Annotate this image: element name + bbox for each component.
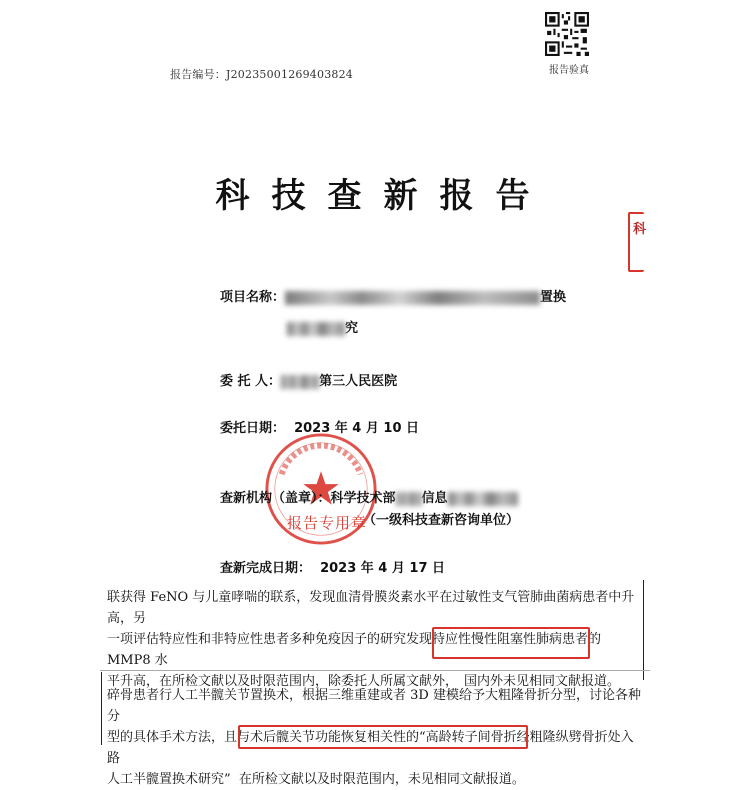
project-name-line2: 究 — [345, 321, 359, 336]
excerpt2-line-2: 型的具体手术方法，且与术后髋关节功能恢复相关性的“高龄转子间骨折经粗隆纵劈骨折处入路 — [107, 730, 634, 766]
qr-code-icon[interactable] — [545, 12, 589, 56]
client-label: 委 托 人： — [220, 374, 282, 389]
entrust-date-label: 委托日期： — [220, 421, 286, 436]
report-title: 科技查新报告 — [215, 176, 552, 216]
client-value: 第三人民医院 — [319, 374, 398, 389]
excerpt2-line-3a: 人工半髋置换术研究” — [107, 772, 231, 787]
seal-text: 报告专用章 — [287, 514, 368, 532]
conclusion-highlight-box-2 — [238, 725, 528, 749]
agency-value-end: 信息 — [421, 491, 448, 506]
redacted-project-name-2 — [287, 322, 345, 336]
project-name-row — [220, 286, 566, 305]
excerpt2-line-3 — [107, 769, 642, 790]
excerpt1-right-border — [643, 580, 644, 680]
completion-date-row — [220, 557, 445, 576]
excerpt1-line-3a: 平升高，在所检文献以及时限范围内，除委托人所属文献外， — [107, 674, 459, 689]
excerpt-separator — [100, 670, 650, 671]
excerpt2-left-border — [101, 672, 102, 745]
excerpt1-line-2: 一项评估特应性和非特应性患者多种免疫因子的研究发现特应性慢性阻塞性肺病患者的 MMP8 水 — [107, 632, 602, 668]
project-name-label: 项目名称： — [220, 290, 286, 305]
redacted-project-name — [285, 291, 540, 305]
excerpt1-line-1: 联获得 FeNO 与儿童哮喘的联系，发现血清骨膜炎素水平在过敏性支气管肺曲菌病患者中升高，另 — [107, 590, 635, 626]
agency-note: （一级科技查新咨询单位） — [363, 513, 520, 528]
excerpt2-conclusion: 在所检文献以及时限范围内，未见相同文献报道。 — [238, 772, 525, 787]
qr-verify-label: 报告验真 — [549, 65, 589, 76]
agency-label: 查新机构（盖章）： — [220, 491, 331, 506]
completion-date-value: 2023 年 4 月 17 日 — [320, 561, 446, 576]
excerpt2-line-1: 碎骨患者行人工半髋关节置换术，根据三维重建或者 3D 建模给予大粗隆骨折分型，讨论各种分 — [107, 688, 641, 724]
redacted-agency-2 — [448, 492, 518, 506]
redacted-client — [281, 375, 319, 389]
entrust-date-value: 2023 年 4 月 10 日 — [294, 421, 420, 436]
agency-row — [220, 487, 518, 506]
project-name-row-2 — [287, 317, 358, 336]
project-name-end: 置换 — [540, 290, 567, 305]
client-row — [220, 370, 397, 389]
completion-date-label: 查新完成日期： — [220, 561, 312, 576]
edge-mark-text: 科 — [633, 222, 647, 237]
agency-value: 科学技术部 — [330, 491, 396, 506]
report-number: 报告编号：J20235001269403824 — [170, 68, 353, 81]
excerpt1-conclusion: 国内外未见相同文献报道。 — [464, 674, 621, 689]
redacted-agency-1 — [396, 492, 422, 506]
conclusion-highlight-box-1 — [432, 627, 590, 659]
